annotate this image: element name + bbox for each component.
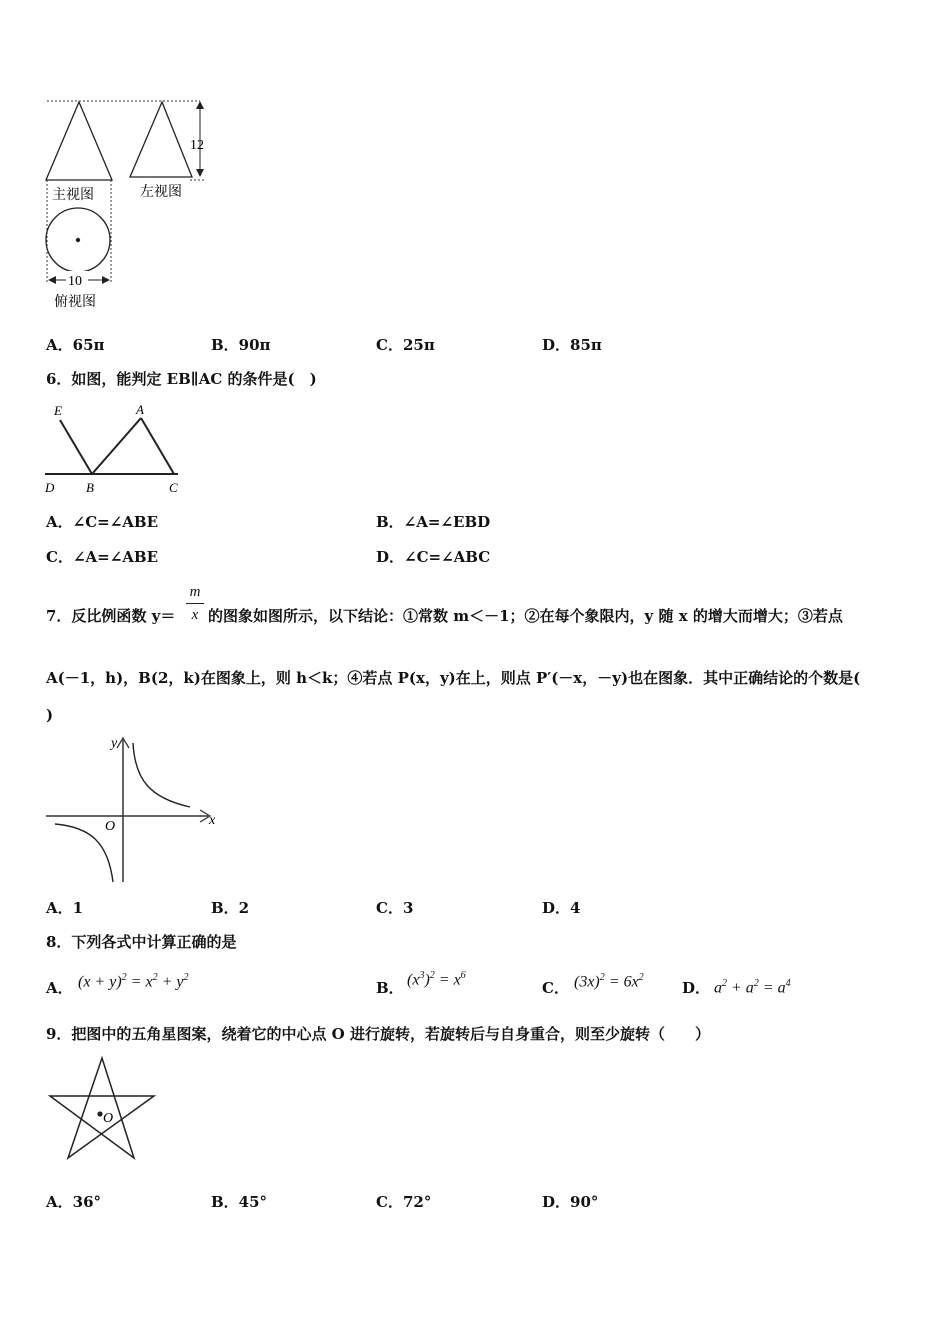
q7-fraction-numerator: m bbox=[189, 584, 201, 600]
q7-graph-figure bbox=[40, 730, 225, 890]
q7-label-x: x bbox=[209, 813, 216, 828]
q7-stem-line2: A(－1，h)，B(2，k)在图象上，则 h＜k；④若点 P(x，y)在上，则点 P′(－x，－y)也在图象．其中正确结论的个数是( bbox=[46, 669, 861, 687]
q6-label-e: E bbox=[54, 403, 62, 418]
q9-option-c: C．72° bbox=[376, 1193, 432, 1211]
q5-option-a: A．65π bbox=[46, 336, 105, 354]
q8-option-d-label: D． bbox=[682, 979, 711, 997]
q8-stem: 8．下列各式中计算正确的是 bbox=[46, 933, 237, 951]
q5-top-view-label: 俯视图 bbox=[54, 294, 96, 310]
q6-option-d: D．∠C=∠ABC bbox=[376, 548, 491, 566]
q6-stem: 6．如图，能判定 EB∥AC 的条件是( ) bbox=[46, 370, 317, 388]
q7-option-b: B．2 bbox=[211, 899, 250, 917]
q6-segment-eb bbox=[60, 420, 92, 474]
q8-option-a-label: A． bbox=[46, 979, 73, 997]
q8-option-c-expression: $(3x)^2 = 6x^2$ bbox=[574, 972, 644, 991]
q7-label-y: y bbox=[111, 736, 118, 751]
q7-fraction-denominator: x bbox=[191, 607, 199, 623]
q5-option-c: C．25π bbox=[376, 336, 435, 354]
q7-label-origin: O bbox=[105, 819, 116, 834]
q6-option-c: C．∠A=∠ABE bbox=[46, 548, 159, 566]
q7-option-a: A．1 bbox=[46, 899, 84, 917]
q5-front-view-label: 主视图 bbox=[52, 187, 94, 203]
q8-option-c-label: C． bbox=[542, 979, 569, 997]
q5-option-d: D．85π bbox=[542, 336, 602, 354]
q6-segment-ac bbox=[141, 418, 174, 474]
q7-stem-part1: 7．反比例函数 y＝ bbox=[46, 607, 176, 625]
q6-option-b: B．∠A=∠EBD bbox=[376, 513, 491, 531]
q7-stem-part2: 的图象如图所示，以下结论：①常数 m＜－1；②在每个象限内，y 随 x 的增大而增大；③若点 bbox=[208, 607, 843, 625]
q6-option-a: A．∠C=∠ABE bbox=[46, 513, 159, 531]
q6-label-c: C bbox=[169, 480, 178, 495]
q8-option-b-label: B． bbox=[376, 979, 404, 997]
q9-five-point-star bbox=[50, 1058, 154, 1158]
q5-left-view-label: 左视图 bbox=[140, 184, 182, 200]
q8-option-a-expression: $(x + y)^2 = x^2 + y^2$ bbox=[78, 972, 189, 991]
q7-hyperbola-branch-q1 bbox=[133, 743, 190, 807]
q6-segment-ba bbox=[92, 418, 141, 474]
q9-stem: 9．把图中的五角星图案，绕着它的中心点 O 进行旋转，若旋转后与自身重合，则至少旋转（ ） bbox=[46, 1025, 710, 1043]
q6-label-b: B bbox=[86, 480, 94, 495]
q5-circle-center-dot bbox=[76, 238, 80, 242]
q9-center-dot bbox=[97, 1111, 102, 1116]
q6-figure bbox=[40, 398, 190, 498]
q9-option-d: D．90° bbox=[542, 1193, 599, 1211]
q7-option-d: D．4 bbox=[542, 899, 581, 917]
q9-star-figure bbox=[40, 1052, 160, 1167]
q6-label-d: D bbox=[45, 480, 55, 495]
q5-height-label: 12 bbox=[190, 138, 204, 153]
q5-left-view-triangle bbox=[130, 102, 192, 177]
q7-fraction bbox=[186, 583, 204, 624]
q8-option-d-expression: $a^2 + a^2 = a^4$ bbox=[714, 978, 791, 997]
q5-option-b: B．90π bbox=[211, 336, 271, 354]
q9-label-o: O bbox=[103, 1111, 114, 1126]
q9-option-a: A．36° bbox=[46, 1193, 102, 1211]
q5-three-view-figure bbox=[40, 95, 220, 315]
q9-option-b: B．45° bbox=[211, 1193, 268, 1211]
q8-option-b-expression: $(x^3)^2 = x^6$ bbox=[407, 970, 466, 989]
q5-width-label: 10 bbox=[68, 274, 82, 289]
q5-front-view-triangle bbox=[46, 102, 112, 180]
q7-stem-line3: ) bbox=[46, 706, 54, 724]
q6-label-a: A bbox=[136, 402, 144, 417]
q7-option-c: C．3 bbox=[376, 899, 414, 917]
